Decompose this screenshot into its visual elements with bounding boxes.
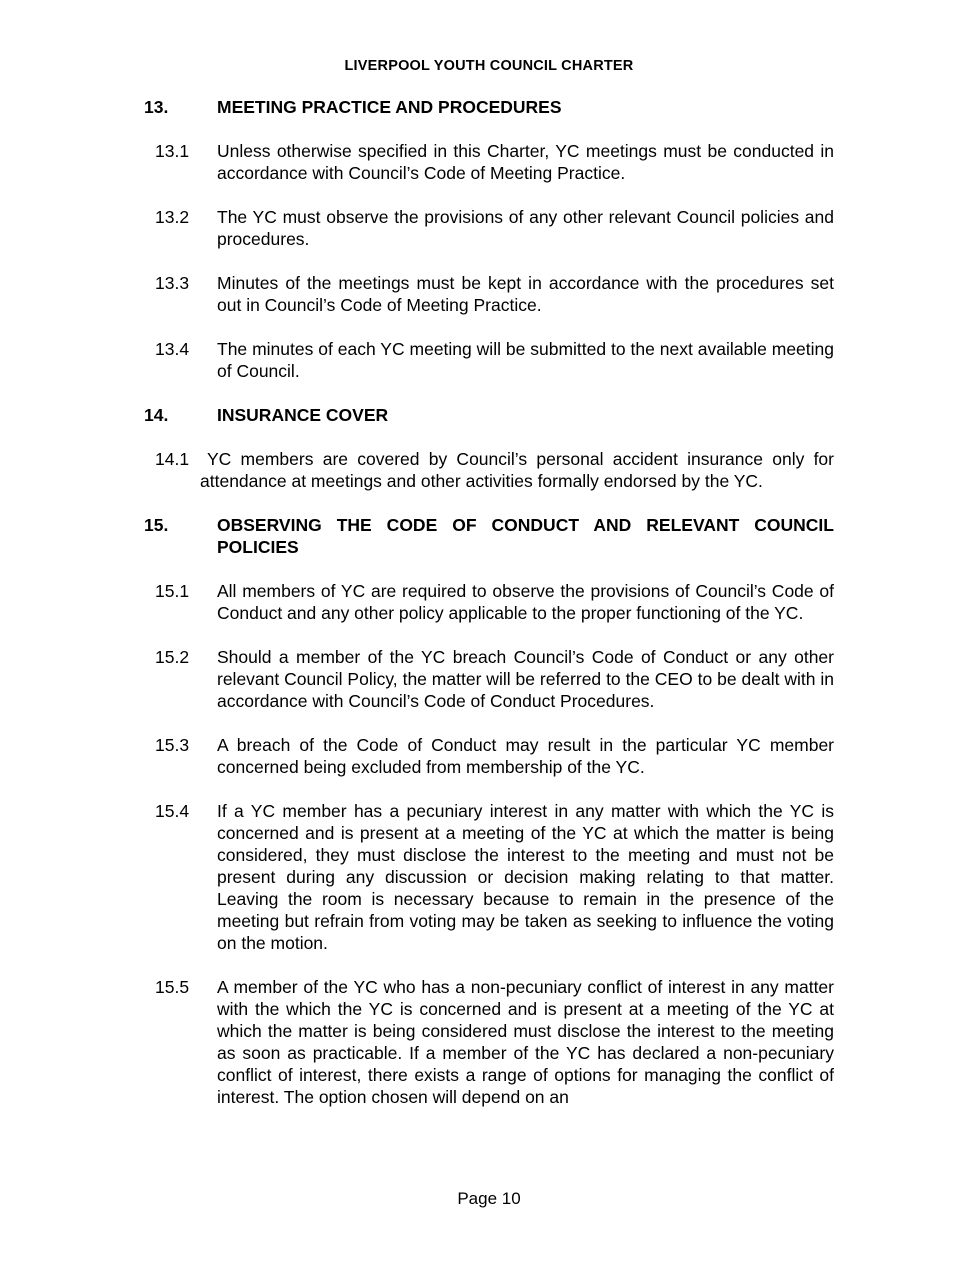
- document-body: [0, 96, 978, 1130]
- clause-15-2: [0, 646, 978, 712]
- clause-15-1: [0, 580, 978, 624]
- clause-text: A member of the YC who has a non-pecuniary conflict of interest in any matter with the which the YC is concerned and is present at a meeting of the YC at which the matter is being considered must disclose the interest to the meeting as soon as practicable. If a member of the YC has declared a non-pecuniary conflict of interest, there exists a range of options for managing the conflict of interest. The option chosen will depend on an: [217, 977, 834, 1107]
- document-header: LIVERPOOL YOUTH COUNCIL CHARTER: [344, 58, 634, 74]
- clause-number: 15.3: [155, 735, 190, 755]
- clause-14-1: [0, 448, 978, 492]
- clause-number: 13.3: [155, 273, 190, 293]
- clause-text: The YC must observe the provisions of any other relevant Council policies and procedures.: [217, 207, 834, 249]
- clause-text: All members of YC are required to observe the provisions of Council’s Code of Conduct and any other policy applicable to the proper functioning of the YC.: [217, 581, 834, 623]
- section-heading: [0, 96, 978, 118]
- clause-15-4: [0, 800, 978, 954]
- clause-15-3: [0, 734, 978, 778]
- clause-number: 13.2: [155, 207, 190, 227]
- section-heading: [0, 514, 978, 558]
- section-number: 14.: [144, 405, 169, 425]
- clause-inline-paragraph: [155, 448, 834, 492]
- clause-number: 15.5: [155, 977, 190, 997]
- clause-text: Minutes of the meetings must be kept in accordance with the procedures set out in Council’s Code of Meeting Practice.: [217, 273, 834, 315]
- clause-number: 15.1: [155, 581, 190, 601]
- section-15: [0, 514, 978, 1108]
- section-14: [0, 404, 978, 492]
- clause-number: 13.1: [155, 141, 190, 161]
- clause-text: The minutes of each YC meeting will be submitted to the next available meeting of Council.: [217, 339, 834, 381]
- section-number: 15.: [144, 515, 169, 535]
- clause-text: Should a member of the YC breach Council’s Code of Conduct or any other relevant Council Policy, the matter will be referred to the CEO to be dealt with in accordance with Council’s Code of Conduct Procedures.: [217, 647, 834, 711]
- clause-text: Unless otherwise specified in this Charter, YC meetings must be conducted in accordance with Council’s Code of Meeting Practice.: [217, 141, 834, 183]
- clause-13-3: [0, 272, 978, 316]
- clause-15-5: [0, 976, 978, 1108]
- section-number: 13.: [144, 97, 169, 117]
- clause-number: 13.4: [155, 339, 190, 359]
- clause-13-4: [0, 338, 978, 382]
- section-13: [0, 96, 978, 382]
- clause-text: YC members are covered by Council’s personal accident insurance only for attendance at meetings and other activities formally endorsed by the YC.: [200, 449, 834, 491]
- section-heading: [0, 404, 978, 426]
- clause-13-1: [0, 140, 978, 184]
- clause-text: A breach of the Code of Conduct may result in the particular YC member concerned being excluded from membership of the YC.: [217, 735, 834, 777]
- section-title: MEETING PRACTICE AND PROCEDURES: [217, 97, 562, 117]
- section-title: OBSERVING THE CODE OF CONDUCT AND RELEVANT COUNCIL POLICIES: [217, 515, 834, 557]
- page-number: Page 10: [457, 1189, 521, 1208]
- clause-number: 15.4: [155, 801, 190, 821]
- clause-13-2: [0, 206, 978, 250]
- clause-text: If a YC member has a pecuniary interest in any matter with which the YC is concerned and is present at a meeting of the YC at which the matter is being considered, they must disclose the interest to the meeting and must not be present during any discussion or decision making relating to that matter. Leaving the room is necessary because to remain in the presence of the meeting but refrain from voting may be taken as seeking to influence the voting on the motion.: [217, 801, 834, 953]
- section-title: INSURANCE COVER: [217, 405, 389, 425]
- clause-number: 14.1: [155, 449, 190, 469]
- clause-number: 15.2: [155, 647, 190, 667]
